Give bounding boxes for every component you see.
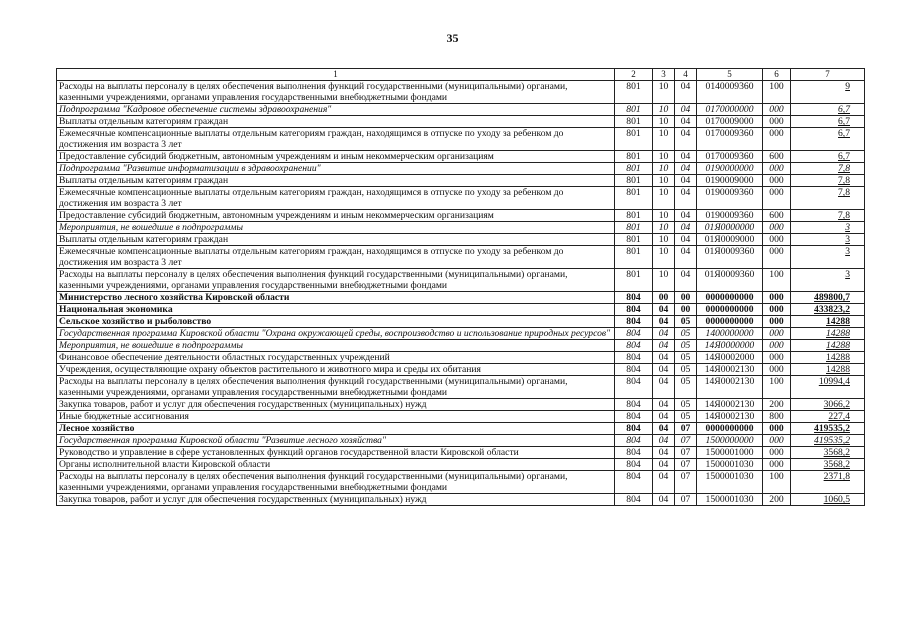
row-code-cell: 04 [675, 116, 697, 128]
row-amount-cell: 3 [791, 269, 865, 292]
row-code-cell: 000 [763, 459, 791, 471]
table-row [57, 411, 865, 423]
row-code-cell: 000 [763, 104, 791, 116]
table-row [57, 328, 865, 340]
row-code-cell: 801 [615, 128, 653, 151]
row-code-cell: 1500001030 [697, 494, 763, 506]
row-name-cell: Выплаты отдельным категориям граждан [57, 175, 615, 187]
row-code-cell: 804 [615, 435, 653, 447]
row-code-cell: 10 [653, 187, 675, 210]
row-code-cell: 804 [615, 328, 653, 340]
table-row [57, 423, 865, 435]
table-row [57, 163, 865, 175]
row-code-cell: 0170009000 [697, 116, 763, 128]
row-code-cell: 10 [653, 234, 675, 246]
row-name-cell: Мероприятия, не вошедшие в подпрограммы [57, 222, 615, 234]
row-name-cell: Расходы на выплаты персоналу в целях обеспечения выполнения функций государственными (муниципальными) органами, казенными учреждениями, органами управления государственными внебюджетными фондами [57, 81, 615, 104]
header-cell: 3 [653, 69, 675, 81]
row-code-cell: 801 [615, 163, 653, 175]
table-row [57, 459, 865, 471]
table-row [57, 399, 865, 411]
row-code-cell: 600 [763, 151, 791, 163]
row-name-cell: Министерство лесного хозяйства Кировской области [57, 292, 615, 304]
row-code-cell: 04 [675, 128, 697, 151]
row-name-cell: Иные бюджетные ассигнования [57, 411, 615, 423]
row-code-cell: 05 [675, 316, 697, 328]
table-row [57, 246, 865, 269]
table-row [57, 116, 865, 128]
row-name-cell: Ежемесячные компенсационные выплаты отдельным категориям граждан, находящимся в отпуске по уходу за ребенком до достижения им возраста 3 лет [57, 246, 615, 269]
row-code-cell: 801 [615, 210, 653, 222]
row-code-cell: 04 [675, 269, 697, 292]
row-amount-cell: 3066,2 [791, 399, 865, 411]
row-amount-cell: 7,8 [791, 175, 865, 187]
budget-table [56, 68, 865, 506]
row-code-cell: 800 [763, 411, 791, 423]
row-code-cell: 04 [653, 459, 675, 471]
row-code-cell: 804 [615, 411, 653, 423]
table-row [57, 234, 865, 246]
row-code-cell: 804 [615, 304, 653, 316]
row-code-cell: 10 [653, 222, 675, 234]
row-code-cell: 804 [615, 423, 653, 435]
row-code-cell: 801 [615, 222, 653, 234]
row-name-cell: Органы исполнительной власти Кировской области [57, 459, 615, 471]
row-code-cell: 07 [675, 459, 697, 471]
row-code-cell: 0170009360 [697, 151, 763, 163]
row-code-cell: 804 [615, 292, 653, 304]
row-code-cell: 0190000000 [697, 163, 763, 175]
table-header-row [57, 69, 865, 81]
row-code-cell: 000 [763, 316, 791, 328]
table-row [57, 151, 865, 163]
row-name-cell: Лесное хозяйство [57, 423, 615, 435]
row-code-cell: 0190009360 [697, 210, 763, 222]
row-code-cell: 04 [653, 471, 675, 494]
row-name-cell: Предоставление субсидий бюджетным, автономным учреждениям и иным некоммерческим организациям [57, 210, 615, 222]
table-row [57, 104, 865, 116]
row-amount-cell: 6,7 [791, 151, 865, 163]
row-code-cell: 10 [653, 81, 675, 104]
row-code-cell: 0000000000 [697, 292, 763, 304]
row-amount-cell: 433823,2 [791, 304, 865, 316]
row-code-cell: 0190009360 [697, 187, 763, 210]
row-code-cell: 14Я0000000 [697, 340, 763, 352]
row-code-cell: 07 [675, 435, 697, 447]
row-name-cell: Расходы на выплаты персоналу в целях обеспечения выполнения функций государственными (муниципальными) органами, казенными учреждениями, органами управления государственными внебюджетными фондами [57, 471, 615, 494]
row-amount-cell: 227,4 [791, 411, 865, 423]
row-code-cell: 04 [653, 447, 675, 459]
row-code-cell: 04 [653, 328, 675, 340]
row-code-cell: 0170000000 [697, 104, 763, 116]
row-amount-cell: 3568,2 [791, 447, 865, 459]
row-code-cell: 0000000000 [697, 304, 763, 316]
row-code-cell: 14Я0002130 [697, 364, 763, 376]
row-code-cell: 000 [763, 423, 791, 435]
row-code-cell: 000 [763, 447, 791, 459]
row-code-cell: 04 [675, 187, 697, 210]
row-amount-cell: 7,8 [791, 187, 865, 210]
table-row [57, 292, 865, 304]
row-name-cell: Руководство и управление в сфере установленных функций органов государственной власти Кировской области [57, 447, 615, 459]
row-code-cell: 05 [675, 376, 697, 399]
row-code-cell: 801 [615, 187, 653, 210]
row-name-cell: Выплаты отдельным категориям граждан [57, 116, 615, 128]
row-amount-cell: 14288 [791, 364, 865, 376]
table-row [57, 128, 865, 151]
header-cell: 2 [615, 69, 653, 81]
row-amount-cell: 7,8 [791, 210, 865, 222]
row-code-cell: 000 [763, 175, 791, 187]
row-code-cell: 000 [763, 340, 791, 352]
row-code-cell: 000 [763, 292, 791, 304]
header-cell: 1 [57, 69, 615, 81]
row-name-cell: Национальная экономика [57, 304, 615, 316]
row-name-cell: Ежемесячные компенсационные выплаты отдельным категориям граждан, находящимся в отпуске по уходу за ребенком до достижения им возраста 3 лет [57, 187, 615, 210]
row-amount-cell: 14288 [791, 340, 865, 352]
row-amount-cell: 1060,5 [791, 494, 865, 506]
page-number: 35 [446, 31, 459, 45]
row-code-cell: 05 [675, 328, 697, 340]
row-code-cell: 100 [763, 376, 791, 399]
table-row [57, 376, 865, 399]
row-name-cell: Мероприятия, не вошедшие в подпрограммы [57, 340, 615, 352]
row-code-cell: 04 [675, 234, 697, 246]
row-amount-cell: 14288 [791, 316, 865, 328]
row-code-cell: 801 [615, 246, 653, 269]
row-name-cell: Государственная программа Кировской области "Развитие лесного хозяйства" [57, 435, 615, 447]
row-code-cell: 000 [763, 246, 791, 269]
row-code-cell: 000 [763, 222, 791, 234]
row-code-cell: 804 [615, 352, 653, 364]
row-amount-cell: 3 [791, 222, 865, 234]
row-code-cell: 000 [763, 128, 791, 151]
row-name-cell: Предоставление субсидий бюджетным, автономным учреждениям и иным некоммерческим организациям [57, 151, 615, 163]
row-amount-cell: 3568,2 [791, 459, 865, 471]
row-code-cell: 04 [675, 222, 697, 234]
row-code-cell: 0000000000 [697, 316, 763, 328]
row-code-cell: 1500001000 [697, 447, 763, 459]
row-code-cell: 000 [763, 328, 791, 340]
row-code-cell: 000 [763, 352, 791, 364]
row-name-cell: Финансовое обеспечение деятельности областных государственных учреждений [57, 352, 615, 364]
row-amount-cell: 6,7 [791, 128, 865, 151]
row-code-cell: 04 [653, 423, 675, 435]
header-cell: 5 [697, 69, 763, 81]
row-code-cell: 05 [675, 399, 697, 411]
row-amount-cell: 7,8 [791, 163, 865, 175]
row-code-cell: 10 [653, 116, 675, 128]
row-name-cell: Учреждения, осуществляющие охрану объектов растительного и животного мира и среды их обитания [57, 364, 615, 376]
row-code-cell: 04 [675, 210, 697, 222]
table-row [57, 352, 865, 364]
row-code-cell: 00 [675, 304, 697, 316]
row-amount-cell: 14288 [791, 352, 865, 364]
row-name-cell: Сельское хозяйство и рыболовство [57, 316, 615, 328]
row-code-cell: 05 [675, 364, 697, 376]
header-cell: 4 [675, 69, 697, 81]
row-code-cell: 00 [675, 292, 697, 304]
row-code-cell: 14Я0002130 [697, 376, 763, 399]
row-amount-cell: 6,7 [791, 116, 865, 128]
row-name-cell: Закупка товаров, работ и услуг для обеспечения государственных (муниципальных) нужд [57, 494, 615, 506]
row-code-cell: 000 [763, 234, 791, 246]
row-code-cell: 04 [675, 81, 697, 104]
table-row [57, 447, 865, 459]
row-code-cell: 01Я0000000 [697, 222, 763, 234]
row-code-cell: 10 [653, 175, 675, 187]
row-code-cell: 801 [615, 116, 653, 128]
row-code-cell: 05 [675, 411, 697, 423]
row-code-cell: 07 [675, 447, 697, 459]
row-code-cell: 1500000000 [697, 435, 763, 447]
row-code-cell: 04 [675, 151, 697, 163]
row-amount-cell: 419535,2 [791, 423, 865, 435]
row-code-cell: 14Я0002130 [697, 411, 763, 423]
row-code-cell: 14Я0002000 [697, 352, 763, 364]
row-name-cell: Подпрограмма "Кадровое обеспечение системы здравоохранения" [57, 104, 615, 116]
row-code-cell: 00 [653, 292, 675, 304]
row-code-cell: 804 [615, 471, 653, 494]
row-amount-cell: 14288 [791, 328, 865, 340]
row-amount-cell: 3 [791, 246, 865, 269]
row-code-cell: 801 [615, 175, 653, 187]
row-code-cell: 10 [653, 246, 675, 269]
row-code-cell: 04 [653, 435, 675, 447]
row-code-cell: 10 [653, 104, 675, 116]
table-row [57, 175, 865, 187]
table-row [57, 494, 865, 506]
row-code-cell: 1400000000 [697, 328, 763, 340]
row-code-cell: 000 [763, 187, 791, 210]
row-code-cell: 801 [615, 104, 653, 116]
row-code-cell: 04 [675, 163, 697, 175]
table-row [57, 269, 865, 292]
row-code-cell: 801 [615, 269, 653, 292]
row-name-cell: Подпрограмма "Развитие информатизации в здравоохранении" [57, 163, 615, 175]
row-code-cell: 04 [653, 304, 675, 316]
row-code-cell: 804 [615, 459, 653, 471]
row-code-cell: 04 [653, 364, 675, 376]
table-row [57, 471, 865, 494]
row-name-cell: Государственная программа Кировской области "Охрана окружающей среды, воспроизводство и использование природных ресурсов" [57, 328, 615, 340]
row-code-cell: 1500001030 [697, 471, 763, 494]
row-name-cell: Закупка товаров, работ и услуг для обеспечения государственных (муниципальных) нужд [57, 399, 615, 411]
row-code-cell: 804 [615, 340, 653, 352]
row-code-cell: 05 [675, 340, 697, 352]
row-code-cell: 801 [615, 81, 653, 104]
row-code-cell: 07 [675, 423, 697, 435]
row-code-cell: 04 [675, 175, 697, 187]
row-code-cell: 01Я0009360 [697, 269, 763, 292]
row-code-cell: 05 [675, 352, 697, 364]
table-row [57, 304, 865, 316]
row-code-cell: 200 [763, 494, 791, 506]
row-amount-cell: 10994,4 [791, 376, 865, 399]
header-cell: 7 [791, 69, 865, 81]
table-row [57, 81, 865, 104]
row-name-cell: Расходы на выплаты персоналу в целях обеспечения выполнения функций государственными (муниципальными) органами, казенными учреждениями, органами управления государственными внебюджетными фондами [57, 376, 615, 399]
row-code-cell: 04 [653, 494, 675, 506]
row-code-cell: 04 [675, 246, 697, 269]
row-code-cell: 1500001030 [697, 459, 763, 471]
row-code-cell: 04 [675, 104, 697, 116]
row-code-cell: 0190009000 [697, 175, 763, 187]
row-code-cell: 04 [653, 340, 675, 352]
row-amount-cell: 3 [791, 234, 865, 246]
row-code-cell: 804 [615, 376, 653, 399]
row-code-cell: 000 [763, 435, 791, 447]
row-code-cell: 04 [653, 411, 675, 423]
row-code-cell: 0140009360 [697, 81, 763, 104]
row-code-cell: 14Я0002130 [697, 399, 763, 411]
row-amount-cell: 2371,8 [791, 471, 865, 494]
row-code-cell: 04 [653, 376, 675, 399]
header-cell: 6 [763, 69, 791, 81]
row-code-cell: 600 [763, 210, 791, 222]
row-code-cell: 801 [615, 151, 653, 163]
row-code-cell: 07 [675, 494, 697, 506]
row-code-cell: 0000000000 [697, 423, 763, 435]
row-code-cell: 804 [615, 364, 653, 376]
table-row [57, 316, 865, 328]
row-code-cell: 10 [653, 151, 675, 163]
row-code-cell: 07 [675, 471, 697, 494]
row-code-cell: 801 [615, 234, 653, 246]
row-name-cell: Выплаты отдельным категориям граждан [57, 234, 615, 246]
row-amount-cell: 9 [791, 81, 865, 104]
table-row [57, 364, 865, 376]
row-code-cell: 100 [763, 471, 791, 494]
row-code-cell: 01Я0009360 [697, 246, 763, 269]
row-code-cell: 804 [615, 399, 653, 411]
row-code-cell: 000 [763, 163, 791, 175]
row-code-cell: 04 [653, 316, 675, 328]
table-row [57, 187, 865, 210]
row-code-cell: 04 [653, 352, 675, 364]
row-name-cell: Расходы на выплаты персоналу в целях обеспечения выполнения функций государственными (муниципальными) органами, казенными учреждениями, органами управления государственными внебюджетными фондами [57, 269, 615, 292]
row-code-cell: 10 [653, 210, 675, 222]
row-name-cell: Ежемесячные компенсационные выплаты отдельным категориям граждан, находящимся в отпуске по уходу за ребенком до достижения им возраста 3 лет [57, 128, 615, 151]
row-code-cell: 000 [763, 304, 791, 316]
row-code-cell: 000 [763, 364, 791, 376]
row-code-cell: 10 [653, 269, 675, 292]
row-code-cell: 04 [653, 399, 675, 411]
row-code-cell: 100 [763, 81, 791, 104]
table-row [57, 435, 865, 447]
row-code-cell: 10 [653, 128, 675, 151]
row-code-cell: 804 [615, 316, 653, 328]
row-code-cell: 804 [615, 447, 653, 459]
row-code-cell: 10 [653, 163, 675, 175]
table-row [57, 222, 865, 234]
row-code-cell: 100 [763, 269, 791, 292]
row-amount-cell: 419535,2 [791, 435, 865, 447]
row-amount-cell: 6,7 [791, 104, 865, 116]
table-row [57, 340, 865, 352]
row-code-cell: 01Я0009000 [697, 234, 763, 246]
table-row [57, 210, 865, 222]
row-code-cell: 200 [763, 399, 791, 411]
row-code-cell: 0170009360 [697, 128, 763, 151]
row-code-cell: 804 [615, 494, 653, 506]
row-amount-cell: 489800,7 [791, 292, 865, 304]
row-code-cell: 000 [763, 116, 791, 128]
